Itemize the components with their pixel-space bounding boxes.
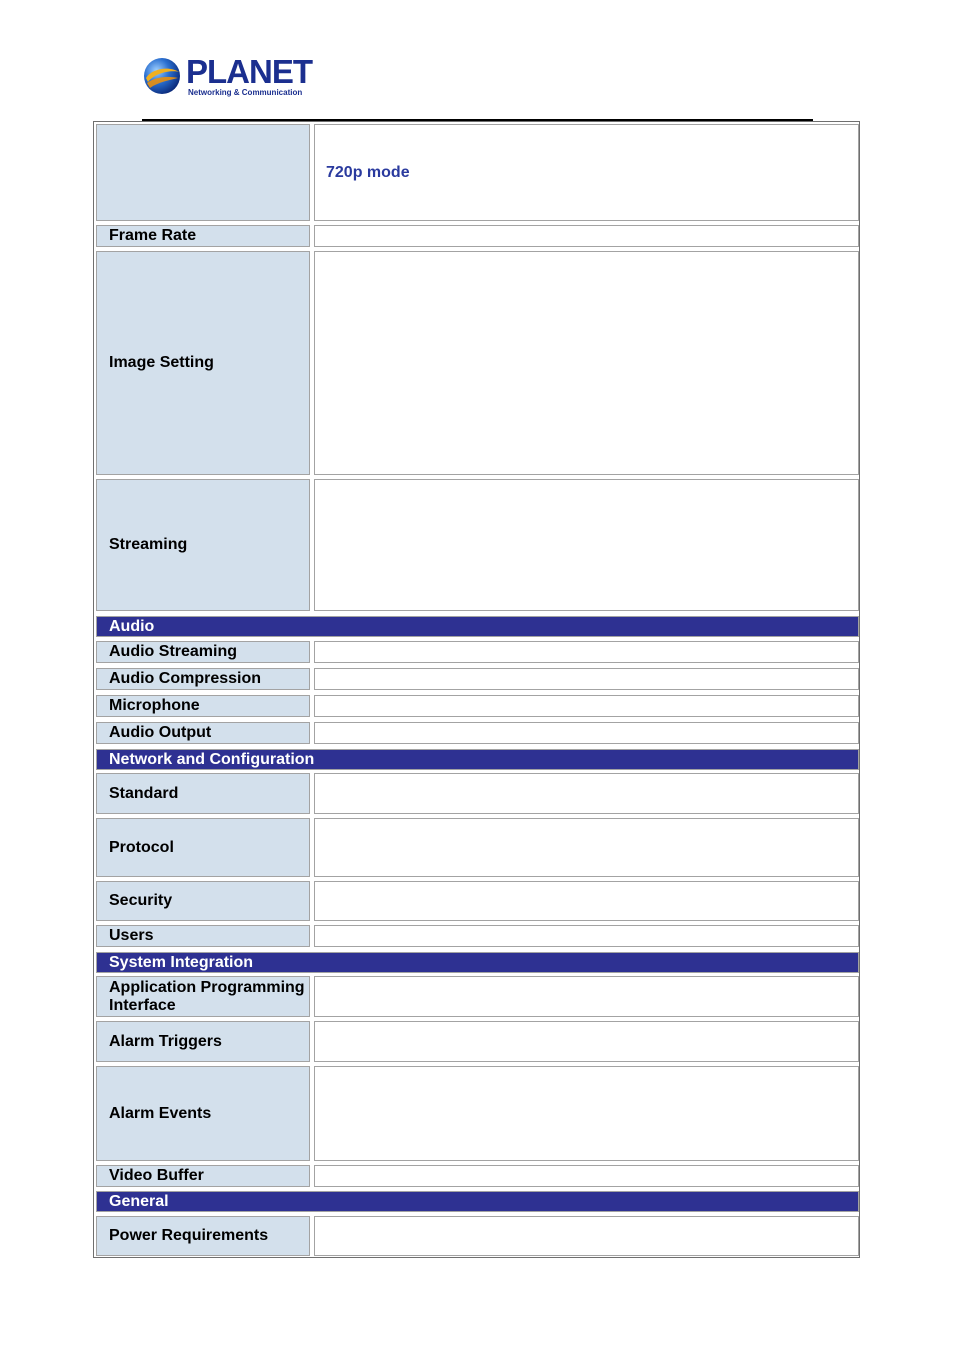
section-header-general: General: [96, 1191, 859, 1212]
spec-value: [314, 1066, 859, 1161]
table-row: [96, 773, 859, 814]
spec-label: Application Programming Interface: [96, 976, 310, 1017]
spec-value: [314, 225, 859, 247]
brand-name: PLANET: [186, 53, 312, 90]
spec-label: Users: [96, 925, 310, 947]
spec-label: Frame Rate: [96, 225, 310, 247]
section-header-system: System Integration: [96, 952, 859, 973]
spec-value: [314, 641, 859, 663]
table-row: [96, 818, 859, 877]
brand-tagline: Networking & Communication: [188, 88, 303, 97]
table-row: [96, 668, 859, 690]
table-row: [96, 1066, 859, 1161]
spec-label: Video Buffer: [96, 1165, 310, 1187]
spec-label: Audio Output: [96, 722, 310, 744]
globe-icon: [142, 56, 182, 96]
table-row: [96, 695, 859, 717]
table-row: [96, 124, 859, 221]
table-row: [96, 1165, 859, 1187]
spec-label: Standard: [96, 773, 310, 814]
table-row: [96, 1216, 859, 1256]
spec-label: Audio Streaming: [96, 641, 310, 663]
spec-label: Security: [96, 881, 310, 921]
spec-value: [314, 976, 859, 1017]
spec-value: [314, 881, 859, 921]
spec-label: Microphone: [96, 695, 310, 717]
spec-value: [314, 479, 859, 611]
spec-value: [314, 1165, 859, 1187]
spec-label: [96, 124, 310, 221]
planet-logo: [142, 55, 312, 99]
spec-value: [314, 251, 859, 475]
spec-label: Streaming: [96, 479, 310, 611]
table-row: [96, 641, 859, 663]
table-row: [96, 1021, 859, 1062]
table-row: [96, 225, 859, 247]
spec-label: Power Requirements: [96, 1216, 310, 1256]
table-row: [96, 479, 859, 611]
table-row: [96, 925, 859, 947]
spec-label: Image Setting: [96, 251, 310, 475]
table-row: [96, 881, 859, 921]
section-header-audio: Audio: [96, 616, 859, 637]
spec-label: Audio Compression: [96, 668, 310, 690]
spec-label: Protocol: [96, 818, 310, 877]
spec-value: [314, 925, 859, 947]
spec-value: [314, 668, 859, 690]
spec-value: [314, 695, 859, 717]
spec-value: 720p mode: [314, 124, 859, 221]
spec-value: [314, 818, 859, 877]
spec-value: [314, 1216, 859, 1256]
spec-value: [314, 773, 859, 814]
table-row: [96, 722, 859, 744]
spec-label: Alarm Triggers: [96, 1021, 310, 1062]
spec-table: [93, 121, 860, 1258]
table-row: [96, 251, 859, 475]
section-header-network: Network and Configuration: [96, 749, 859, 770]
table-row: [96, 976, 859, 1017]
spec-value: [314, 1021, 859, 1062]
spec-label: Alarm Events: [96, 1066, 310, 1161]
spec-value: [314, 722, 859, 744]
